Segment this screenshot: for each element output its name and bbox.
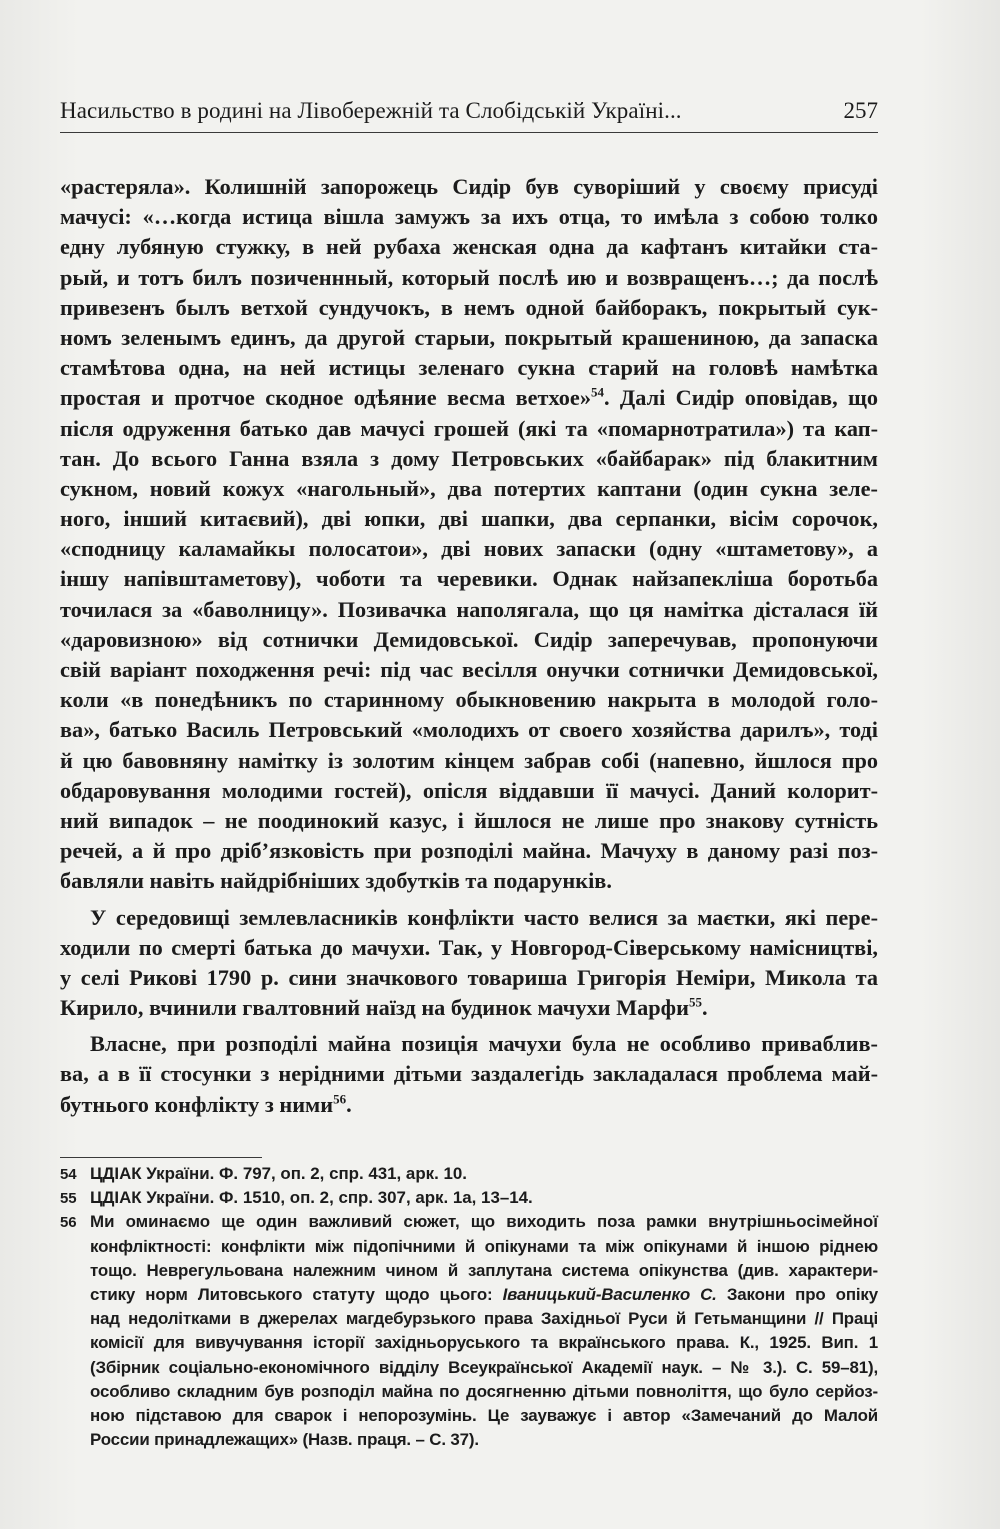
footnote-line: (Збірник соціально-економічного відділу Всеукраїнської Академії наук. – № 3.). С. 59–81), xyxy=(90,1357,878,1377)
text-line: ного, інший китаєвий), дві юпки, дві шапки, два серпанки, вісім сорочок, xyxy=(60,506,878,532)
footnote-ref-55[interactable]: 55 xyxy=(688,994,702,1010)
footnote-divider xyxy=(60,1157,262,1158)
footnotes xyxy=(60,1162,878,1452)
footnote-number: 55 xyxy=(60,1190,77,1208)
text-line: привезенъ былъ ветхой сундучокъ, в немъ одной байборакъ, покрытый сук- xyxy=(60,294,878,320)
text-fragment: . xyxy=(346,1091,352,1117)
footnote-text: Ми оминаємо ще один важливий сюжет, що виходить поза рамки внутрішньосімейної xyxy=(90,1212,878,1232)
text-fragment: . Далі Сидір оповідав, що xyxy=(603,385,878,411)
text-line: номъ зеленымъ единъ, да другой старыи, покрытый крашениною, да запаска xyxy=(60,324,878,350)
running-header xyxy=(60,98,878,133)
text-line: стамѣтова одна, на ней истицы зеленаго сукна старий на головѣ намѣтка xyxy=(60,355,878,381)
text-line: сукном, новий кожух «нагольный», два потертих каптани (один сукна зеле- xyxy=(60,475,878,501)
footnote-56 xyxy=(60,1210,878,1234)
text-line: у селі Рикові 1790 р. сини значкового товариша Григорія Неміри, Микола та xyxy=(60,964,878,990)
footnote-ref-54[interactable]: 54 xyxy=(590,384,604,400)
footnote-line: конфліктності: конфлікти між підопічними й опікунами та між опікунами й іншою ріднею xyxy=(90,1236,878,1256)
running-title: Насильство в родині на Лівобережній та Слобідській Україні... xyxy=(60,98,682,123)
text-line xyxy=(60,1090,878,1120)
text-line: точилася за «баволницу». Позивачка наполягала, що ця намітка дісталася їй xyxy=(60,596,878,622)
text-line: ва, а в її стосунки з нерідними дітьми заздалегідь закладалася проблема май- xyxy=(60,1061,878,1087)
text-line: тан. До всього Ганна взяла з дому Петровських «байбарак» під блакитним xyxy=(60,445,878,471)
text-line: коли «в понедѣникъ по старинному обыкновению накрыта в молодой голо- xyxy=(60,687,878,713)
footnote-line: комісії для вивучування історії західньоруського та вкраїнського права. К., 1925. Вип. 1 xyxy=(90,1333,878,1353)
page-number: 257 xyxy=(843,98,878,123)
footnote-54 xyxy=(60,1162,878,1186)
cited-author: Іваницький-Василенко С. xyxy=(502,1284,717,1304)
footnote-line: тощо. Неврегульована належним чином й заплутана система опікунства (див. характери- xyxy=(90,1260,878,1280)
footnote-line: России принадлежащих» (Назв. праця. – С. 37). xyxy=(90,1430,479,1450)
footnote-line: ною підставою для сварок і непорозумінь. Це зауважує і автор «Замечаний до Малой xyxy=(90,1405,878,1425)
footnote-number: 54 xyxy=(60,1166,77,1183)
text-line: Власне, при розподілі майна позиція мачухи була не особливо приваблив- xyxy=(90,1031,878,1057)
text-line: У середовищі землевласників конфлікти часто велися за маєтки, які пере- xyxy=(90,904,878,930)
text-line: «даровизною» від сотнички Демидовської. Сидір заперечував, пропонуючи xyxy=(60,626,878,652)
text-line: іншу напівштаметову), чоботи та черевики. Однак найзапекліша боротьба xyxy=(60,566,878,592)
footnote-line: над недолітками в джерелах магдебурзького права Західньої Руси й Гетьманщини // Праці xyxy=(90,1309,878,1329)
text-line: «растеряла». Колишній запорожець Сидір був суворіший у своєму присуді xyxy=(60,174,878,199)
text-fragment: Кирило, вчинили гвалтовний наїзд на будинок мачухи Марфи xyxy=(60,995,689,1021)
text-line: мачусі: «…когда истица вішла замужъ за ихъ отца, то имѣла з собою толко xyxy=(60,204,878,230)
text-line: бавляли навіть найдрібніших здобутків та подарунків. xyxy=(60,868,612,894)
text-line: після одруження батько дав мачусі грошей (які та «помарнотратила») та кап- xyxy=(60,415,878,441)
text-line: свій варіант походження речі: під час весілля онучки сотнички Демидовської, xyxy=(60,657,878,682)
footnote-text: ЦДІАК України. Ф. 797, оп. 2, спр. 431, арк. 10. xyxy=(90,1164,467,1183)
footnote-line xyxy=(60,1283,878,1307)
text-line: речей, а й про дріб’язковість при розподілі майна. Мачуху в даному разі поз- xyxy=(60,838,878,864)
text-line: ходили по смерті батька до мачухи. Так, у Новгород-Сіверському намісництві, xyxy=(60,934,878,960)
footnote-text: Закони про опіку xyxy=(716,1284,878,1304)
text-fragment: бутнього конфлікту з ними xyxy=(60,1091,334,1117)
footnote-number: 56 xyxy=(60,1214,77,1232)
footnote-55 xyxy=(60,1186,878,1210)
text-line xyxy=(60,993,878,1023)
text-line: едну лубяную стужку, в ней рубаха женская одна да кафтанъ китайки ста- xyxy=(60,234,878,260)
footnote-line: особливо складним був розподіл майна по досягненню дітьми повноліття, що було серйоз- xyxy=(90,1381,878,1401)
text-line: й цю бавовняну намітку із золотим кінцем забрав собі (напевно, йшлося про xyxy=(60,747,878,773)
text-fragment: . xyxy=(701,995,708,1021)
footnote-ref-56[interactable]: 56 xyxy=(333,1091,347,1107)
text-fragment: простая и протчое скодное одѣяние весма ветхое» xyxy=(60,385,591,411)
text-line: ва», батько Василь Петровський «молодихъ от своего хозяйства дарилъ», тоді xyxy=(60,717,878,743)
text-line: «сподницу каламайкы полосатои», дві нових запаски (одну «штаметову», а xyxy=(60,536,878,562)
text-line xyxy=(60,383,878,413)
main-text xyxy=(60,172,878,1120)
text-line: ний випадок – не поодинокий казус, і йшлося не лише про знакову сутність xyxy=(60,807,878,833)
footnote-text: стику норм Литовського статуту щодо цього: xyxy=(90,1284,503,1304)
text-line: рый, и тотъ билъ позиченнный, который послѣ ию и возвращенъ…; да послѣ xyxy=(60,264,878,290)
text-line: обдаровування молодими гостей), опісля віддавши її мачусі. Даний колорит- xyxy=(60,777,878,803)
footnote-text: ЦДІАК України. Ф. 1510, оп. 2, спр. 307, арк. 1а, 13–14. xyxy=(90,1188,533,1208)
